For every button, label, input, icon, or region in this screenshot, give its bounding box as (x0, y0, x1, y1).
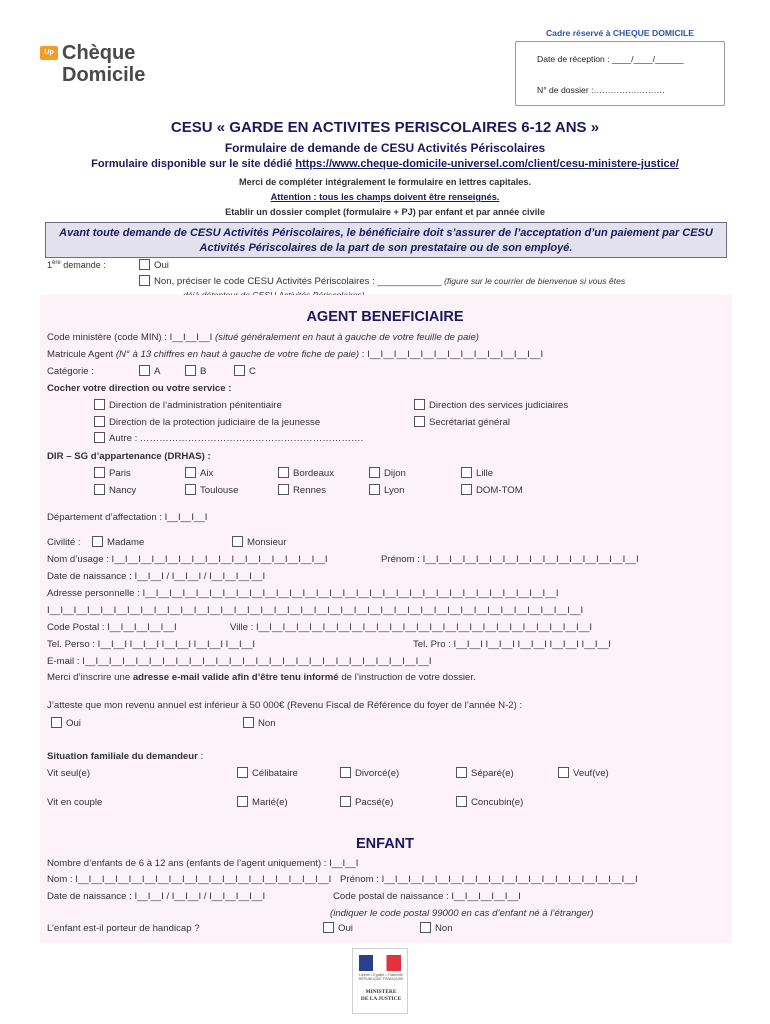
city-toulouse-checkbox[interactable] (185, 484, 196, 495)
handicap-oui-checkbox[interactable] (323, 922, 334, 933)
premiere-oui-checkbox[interactable] (139, 259, 150, 270)
concubin-option[interactable]: Concubin(e) (456, 796, 523, 808)
adresse-field-2[interactable]: I__I__I__I__I__I__I__I__I__I__I__I__I__I__I__I__I__I__I__I__I__I__I__I__I__I__I__I__I__I__I__I__I__I__I__I__I__I__I__I__I (47, 605, 584, 616)
city-lille-checkbox[interactable] (461, 467, 472, 478)
city-paris-checkbox[interactable] (94, 467, 105, 478)
direction-title: Cocher votre direction ou votre service : (47, 383, 232, 394)
dir-sj-option[interactable]: Direction des services judiciaires (414, 399, 568, 411)
veuf-checkbox[interactable] (558, 767, 569, 778)
enfant-cp-field[interactable]: Code postal de naissance : I__I__I__I__I__I (333, 891, 521, 902)
site-prefix: Formulaire disponible sur le site dédié (91, 158, 296, 170)
matricule-field[interactable]: Matricule Agent (N° à 13 chiffres en haut à gauche de votre fiche de paie) : I__I__I__I__I__I__I__I__I__I__I__I__I__I (47, 349, 544, 360)
categorie-b-option[interactable]: B (185, 365, 206, 377)
email-field[interactable]: E-mail : I__I__I__I__I__I__I__I__I__I__I__I__I__I__I__I__I__I__I__I__I__I__I__I__I__I__I (47, 656, 432, 667)
categorie-c-checkbox[interactable] (234, 365, 245, 376)
reserved-title: Cadre réservé à CHEQUE DOMICILE (545, 28, 695, 38)
categorie-a-option[interactable]: A (139, 365, 160, 377)
page-title: CESU « GARDE EN ACTIVITES PERISCOLAIRES 6-12 ANS » (170, 119, 600, 136)
dossier-number-field[interactable]: N° de dossier :……………………. (537, 85, 665, 95)
concubin-checkbox[interactable] (456, 796, 467, 807)
premiere-non-option[interactable]: Non, préciser le code CESU Activités Périscolaires : ____________ (figure sur le courrier de bienvenue si vous êtes (139, 275, 625, 287)
logo-line1: Chèque (62, 42, 136, 64)
pacse-checkbox[interactable] (340, 796, 351, 807)
logo-line2: Domicile (62, 64, 146, 86)
up-badge: Up (40, 46, 58, 60)
city-bordeaux-checkbox[interactable] (278, 467, 289, 478)
dir-sj-checkbox[interactable] (414, 399, 425, 410)
dir-autre-checkbox[interactable] (94, 432, 105, 443)
city-lille-option[interactable]: Lille (461, 467, 493, 479)
premiere-non-checkbox[interactable] (139, 275, 150, 286)
city-rennes-option[interactable]: Rennes (278, 484, 326, 496)
ministere-name: MINISTÈRE DE LA JUSTICE (360, 989, 402, 1002)
vit-couple-label: Vit en couple (47, 797, 103, 808)
city-lyon-checkbox[interactable] (369, 484, 380, 495)
celibataire-option[interactable]: Célibataire (237, 767, 298, 779)
email-note: Merci d’inscrire une adresse e-mail valide afin d’être tenu informé de l’instruction de votre dossier. (47, 672, 476, 683)
city-nancy-option[interactable]: Nancy (94, 484, 136, 496)
divorce-option[interactable]: Divorcé(e) (340, 767, 399, 779)
page-subtitle: Formulaire de demande de CESU Activités Périscolaires (224, 141, 546, 155)
agent-section-title: AGENT BENEFICIAIRE (306, 309, 464, 325)
revenu-non-option[interactable]: Non (243, 717, 276, 729)
reserved-frame (515, 41, 725, 106)
premiere-demande-label: 1ère demande : (47, 260, 106, 270)
categorie-label: Catégorie : (47, 366, 94, 377)
handicap-non-option[interactable]: Non (420, 922, 453, 934)
city-aix-option[interactable]: Aix (185, 467, 213, 479)
separe-checkbox[interactable] (456, 767, 467, 778)
city-lyon-option[interactable]: Lyon (369, 484, 404, 496)
nombre-enfants-field[interactable]: Nombre d’enfants de 6 à 12 ans (enfants de l’agent uniquement) : I__I__I (47, 858, 359, 869)
departement-field[interactable]: Département d’affectation : I__I__I__I (47, 512, 208, 523)
naissance-field[interactable]: Date de naissance : I__I__I / I__I__I / I__I__I__I__I (47, 571, 266, 582)
enfant-naissance-field[interactable]: Date de naissance : I__I__I / I__I__I / I__I__I__I__I (47, 891, 266, 902)
nom-usage-field[interactable]: Nom d’usage : I__I__I__I__I__I__I__I__I__I__I__I__I__I__I__I__I (47, 554, 328, 565)
site-line (0, 158, 770, 170)
code-ministere-field[interactable]: Code ministère (code MIN) : I__I__I__I (situé généralement en haut à gauche de votre feuille de paie) (47, 332, 479, 343)
enfant-nom-field[interactable]: Nom : I__I__I__I__I__I__I__I__I__I__I__I__I__I__I__I__I__I__I__I (47, 874, 332, 885)
dir-sg-option[interactable]: Secrétariat général (414, 416, 510, 428)
city-bordeaux-option[interactable]: Bordeaux (278, 467, 334, 479)
revenu-oui-checkbox[interactable] (51, 717, 62, 728)
city-nancy-checkbox[interactable] (94, 484, 105, 495)
civilite-label: Civilité : (47, 537, 81, 548)
french-flag-icon (359, 955, 401, 971)
situation-title: Situation familiale du demandeur : (47, 751, 204, 762)
premiere-oui-option[interactable]: Oui (139, 259, 169, 271)
revenu-oui-option[interactable]: Oui (51, 717, 81, 729)
ville-field[interactable]: Ville : I__I__I__I__I__I__I__I__I__I__I__I__I__I__I__I__I__I__I__I__I__I__I__I__I__I (230, 622, 593, 633)
veuf-option[interactable]: Veuf(ve) (558, 767, 609, 779)
enfant-cp-hint: (indiquer le code postal 99000 en cas d’enfant né à l’étranger) (330, 908, 594, 919)
madame-option[interactable]: Madame (92, 536, 144, 548)
cheque-domicile-logo (40, 42, 170, 88)
city-paris-option[interactable]: Paris (94, 467, 131, 479)
enfant-section-title: ENFANT (356, 836, 414, 852)
logo-motto: Liberté • Égalité • Fraternité RÉPUBLIQUE FRANÇAISE (358, 973, 404, 981)
dir-ap-checkbox[interactable] (94, 399, 105, 410)
vit-seul-label: Vit seul(e) (47, 768, 91, 779)
dir-ap-option[interactable]: Direction de l’administration pénitentiaire (94, 399, 282, 411)
pacse-option[interactable]: Pacsé(e) (340, 796, 393, 808)
note-dossier: Etablir un dossier complet (formulaire + PJ) par enfant et par année civile (225, 207, 545, 217)
city-domtom-option[interactable]: DOM-TOM (461, 484, 523, 496)
note-capitals: Merci de compléter intégralement le formulaire en lettres capitales. (238, 177, 532, 187)
enfant-prenom-field[interactable]: Prénom : I__I__I__I__I__I__I__I__I__I__I__I__I__I__I__I__I__I__I__I (340, 874, 638, 885)
madame-checkbox[interactable] (92, 536, 103, 547)
dir-autre-option[interactable]: Autre : ……………………………………………………………. (94, 432, 363, 444)
handicap-non-checkbox[interactable] (420, 922, 431, 933)
dir-pjj-option[interactable]: Direction de la protection judiciaire de la jeunesse (94, 416, 320, 428)
revenu-attestation: J’atteste que mon revenu annuel est inférieur à 50 000€ (Revenu Fiscal de Référence du foyer de l’année N-2) : (47, 700, 523, 711)
code-postal-field[interactable]: Code Postal : I__I__I__I__I__I (47, 622, 177, 633)
monsieur-option[interactable]: Monsieur (232, 536, 286, 548)
monsieur-checkbox[interactable] (232, 536, 243, 547)
adresse-field-1[interactable]: Adresse personnelle : I__I__I__I__I__I__I__I__I__I__I__I__I__I__I__I__I__I__I__I__I__I__I__I__I__I__I__I__I__I__I__I (47, 588, 559, 599)
reserved-box (515, 28, 725, 106)
tel-pro-field[interactable]: Tel. Pro : I__I__I I__I__I I__I__I I__I__I I__I__I (413, 639, 611, 650)
reception-date-field[interactable]: Date de réception : ____/____/______ (537, 54, 684, 64)
tel-perso-field[interactable]: Tel. Perso : I__I__I I__I__I I__I__I I__I__I I__I__I (47, 639, 256, 650)
city-rennes-checkbox[interactable] (278, 484, 289, 495)
city-dijon-checkbox[interactable] (369, 467, 380, 478)
separe-option[interactable]: Séparé(e) (456, 767, 514, 779)
city-dijon-option[interactable]: Dijon (369, 467, 406, 479)
city-aix-checkbox[interactable] (185, 467, 196, 478)
handicap-question: L’enfant est-il porteur de handicap ? (47, 923, 200, 934)
ministere-justice-logo (352, 948, 408, 1014)
dir-sg-checkbox[interactable] (414, 416, 425, 427)
celibataire-checkbox[interactable] (237, 767, 248, 778)
warning-box: Avant toute demande de CESU Activités Périscolaires, le bénéficiaire doit s’assurer de l’acceptation d’un paiement par CESU Activités Périscolaires de la part de son prestataire ou de son employé. (45, 222, 727, 258)
categorie-c-option[interactable]: C (234, 365, 256, 377)
categorie-b-checkbox[interactable] (185, 365, 196, 376)
marie-option[interactable]: Marié(e) (237, 796, 288, 808)
revenu-non-checkbox[interactable] (243, 717, 254, 728)
note-attention: Attention : tous les champs doivent être renseignés. (270, 192, 500, 202)
categorie-a-checkbox[interactable] (139, 365, 150, 376)
dir-pjj-checkbox[interactable] (94, 416, 105, 427)
handicap-oui-option[interactable]: Oui (323, 922, 353, 934)
site-link[interactable]: https://www.cheque-domicile-universel.com/client/cesu-ministere-justice/ (295, 158, 679, 170)
prenom-field[interactable]: Prénom : I__I__I__I__I__I__I__I__I__I__I__I__I__I__I__I__I (381, 554, 639, 565)
divorce-checkbox[interactable] (340, 767, 351, 778)
city-domtom-checkbox[interactable] (461, 484, 472, 495)
city-toulouse-option[interactable]: Toulouse (185, 484, 238, 496)
marie-checkbox[interactable] (237, 796, 248, 807)
drhas-title: DIR – SG d’appartenance (DRHAS) : (47, 451, 211, 462)
